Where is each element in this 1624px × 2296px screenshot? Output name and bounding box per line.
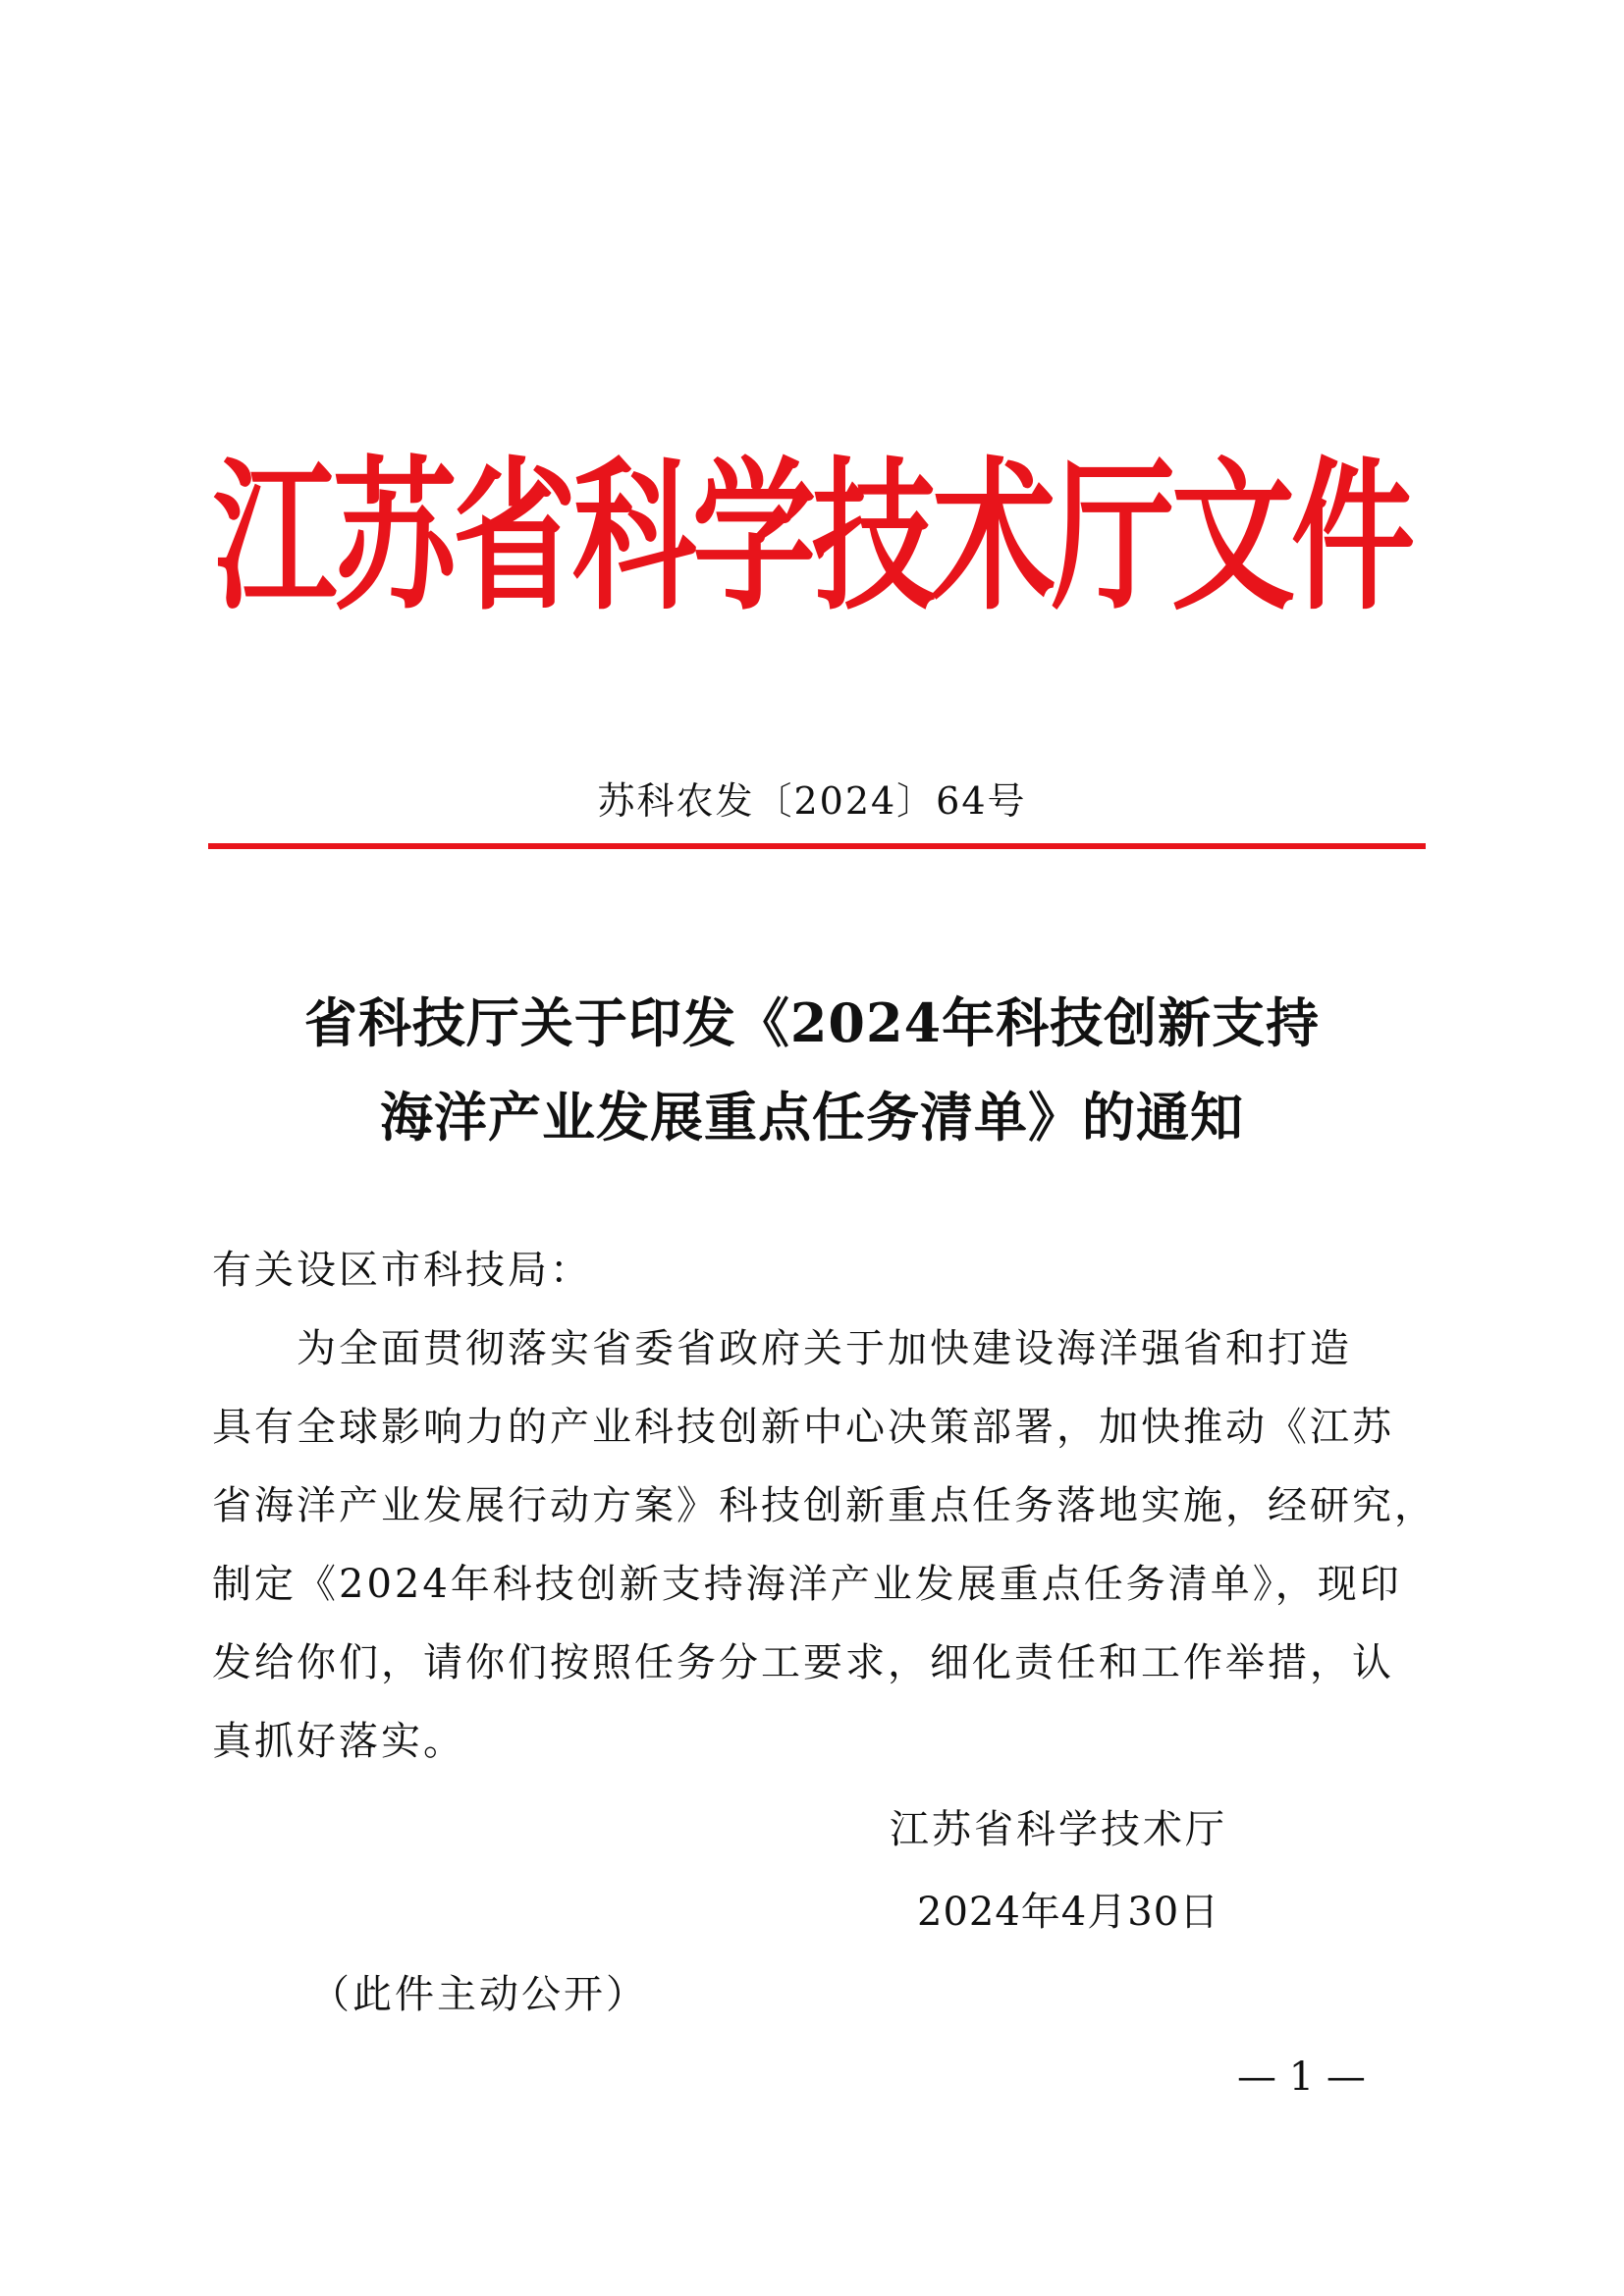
body-line-5: 发给你们，请你们按照任务分工要求，细化责任和工作举措，认 (212, 1640, 1394, 1685)
body-line-1: 为全面贯彻落实省委省政府关于加快建设海洋强省和打造 (297, 1326, 1352, 1371)
title-line-2: 海洋产业发展重点任务清单》的通知 (380, 1086, 1244, 1148)
main-paragraph (212, 1309, 1436, 1781)
signature-date: 2024年4月30日 (917, 1890, 1220, 1935)
notice-title (177, 976, 1447, 1164)
page-number: — 1 — (1237, 2055, 1366, 2100)
signature-organization: 江苏省科学技术厅 (890, 1807, 1227, 1852)
red-divider-line (208, 843, 1426, 849)
body-line-2: 具有全球影响力的产业科技创新中心决策部署，加快推动《江苏 (212, 1405, 1394, 1450)
body-line-6: 真抓好落实。 (212, 1719, 465, 1764)
notice-body (212, 1231, 1436, 1781)
document-number: 苏科农发〔2024〕64号 (597, 779, 1027, 823)
addressee: 有关设区市科技局： (212, 1248, 592, 1293)
title-line-1: 省科技厅关于印发《2024年科技创新支持 (303, 991, 1321, 1054)
disclosure-note: （此件主动公开） (310, 1972, 648, 2017)
masthead-title: 江苏省科学技术厅文件 (213, 442, 1411, 633)
body-line-4: 制定《2024年科技创新支持海洋产业发展重点任务清单》，现印 (212, 1562, 1402, 1607)
body-line-3: 省海洋产业发展行动方案》科技创新重点任务落地实施，经研究， (212, 1483, 1436, 1528)
